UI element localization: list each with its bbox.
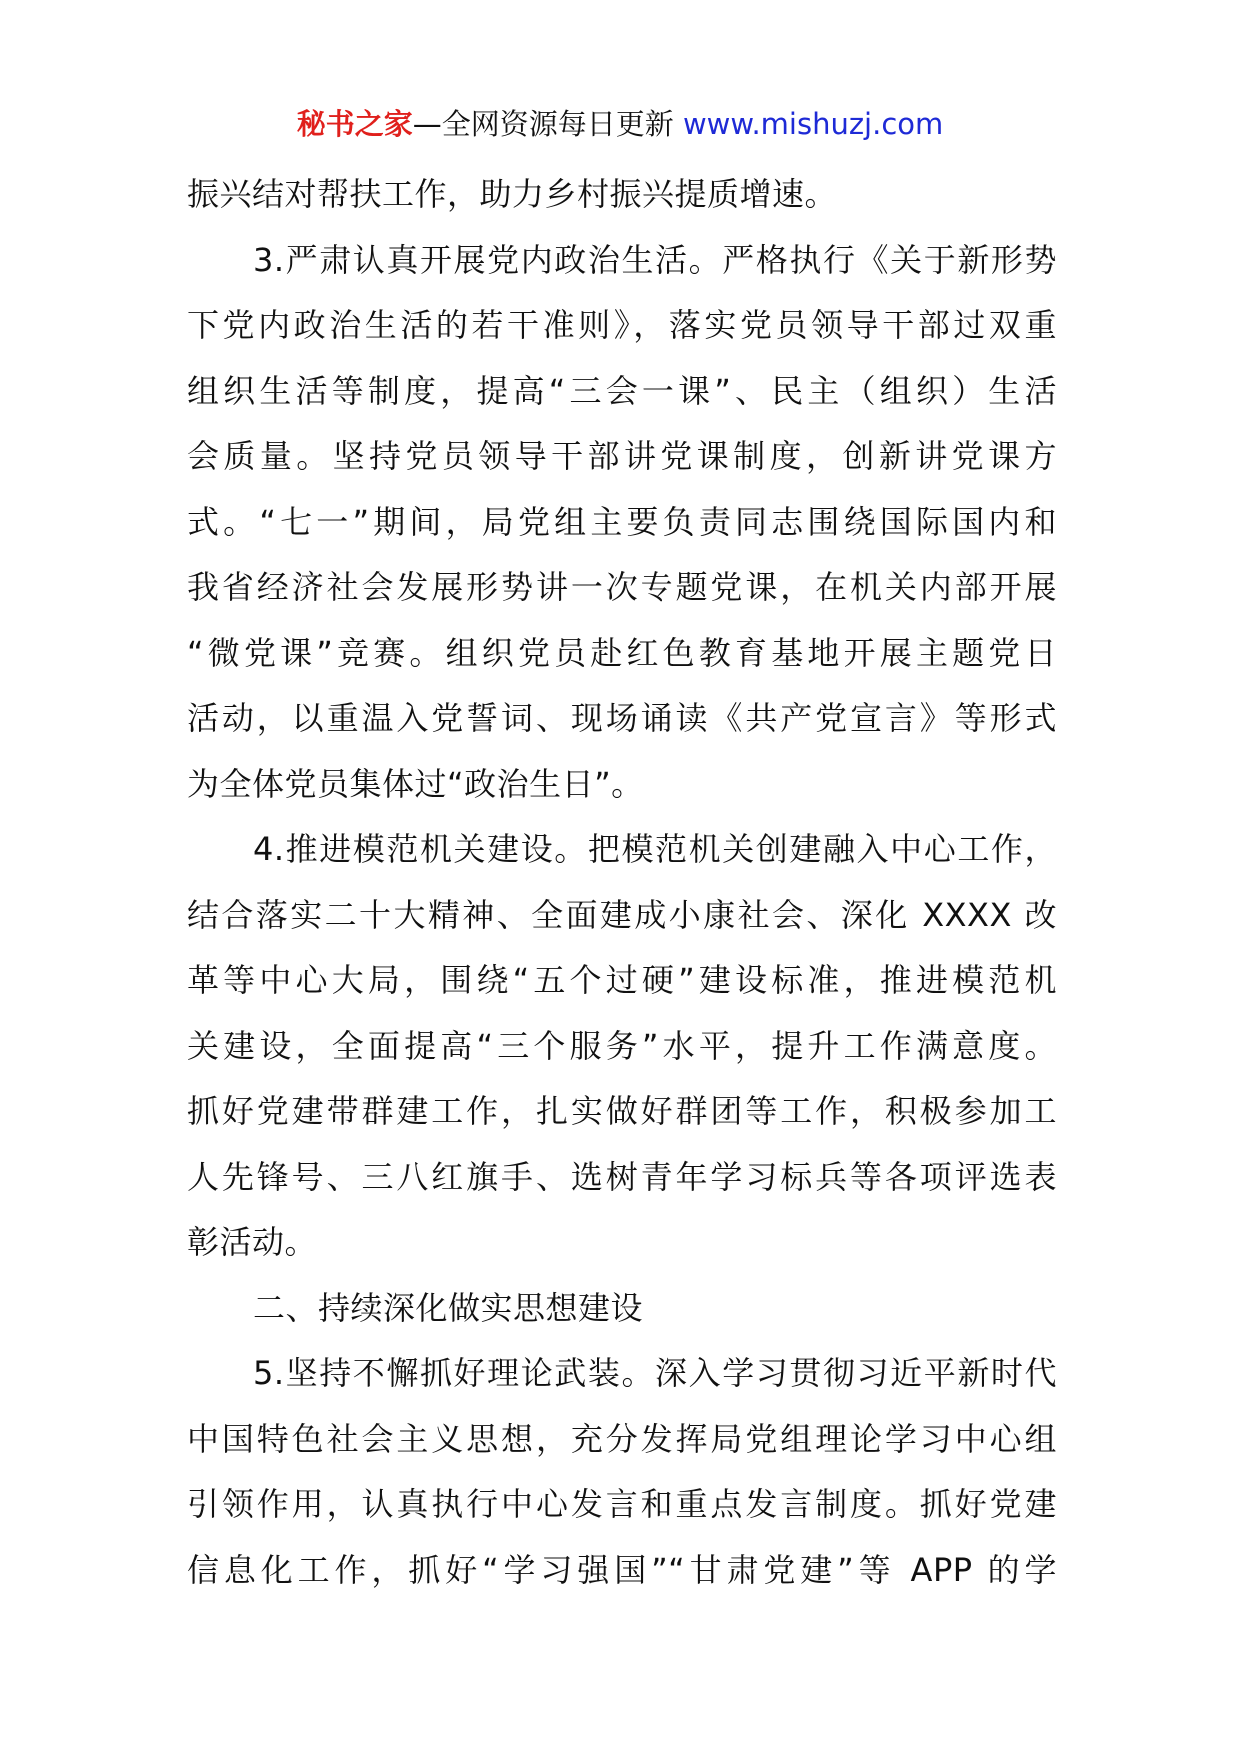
text-line: “微党课”竞赛。组织党员赴红色教育基地开展主题党日 [187,633,1057,672]
site-tagline: —全网资源每日更新 [412,107,674,141]
text-line: 关建设，全面提高“三个服务”水平，提升工作满意度。 [187,1026,1057,1065]
text-line: 人先锋号、三八红旗手、选树青年学习标兵等各项评选表 [187,1157,1057,1196]
text-line: 活动，以重温入党誓词、现场诵读《共产党宣言》等形式 [187,699,1057,737]
site-brand: 秘书之家 [296,107,413,141]
text-line: 引领作用，认真执行中心发言和重点发言制度。抓好党建 [187,1485,1057,1523]
text-line: 会质量。坚持党员领导干部讲党课制度，创新讲党课方 [187,437,1057,475]
text-line: 下党内政治生活的若干准则》，落实党员领导干部过双重 [187,306,1057,344]
text-line: 组织生活等制度，提高“三会一课”、民主（组织）生活 [187,371,1057,410]
paragraph-heading-4: 4.推进模范机关建设。把模范机关创建融入中心工作， [253,830,1057,868]
site-header [0,102,1240,146]
paragraph-heading-3: 3.严肃认真开展党内政治生活。严格执行《关于新形势 [253,240,1057,279]
text-line: 结合落实二十大精神、全面建成小康社会、深化 XXXX 改 [187,895,1057,934]
text-line: 信息化工作，抓好“学习强国”“甘肃党建”等 APP 的学 [187,1550,1057,1589]
text-line: 为全体党员集体过“政治生日”。 [187,764,644,803]
text-line: 式。“七一”期间，局党组主要负责同志围绕国际国内和 [187,502,1057,541]
section-heading: 二、持续深化做实思想建设 [253,1288,644,1327]
text-line: 中国特色社会主义思想，充分发挥局党组理论学习中心组 [187,1419,1057,1458]
text-line: 振兴结对帮扶工作，助力乡村振兴提质增速。 [187,175,838,213]
text-line: 我省经济社会发展形势讲一次专题党课，在机关内部开展 [187,568,1057,606]
document-body [187,162,1057,1603]
text-line: 抓好党建带群建工作，扎实做好群团等工作，积极参加工 [187,1092,1057,1130]
site-url-link[interactable]: www.mishuzj.com [682,107,944,141]
text-line: 革等中心大局，围绕“五个过硬”建设标准，推进模范机 [187,961,1057,999]
text-line: 彰活动。 [187,1223,318,1261]
paragraph-heading-5: 5.坚持不懈抓好理论武装。深入学习贯彻习近平新时代 [253,1354,1057,1392]
